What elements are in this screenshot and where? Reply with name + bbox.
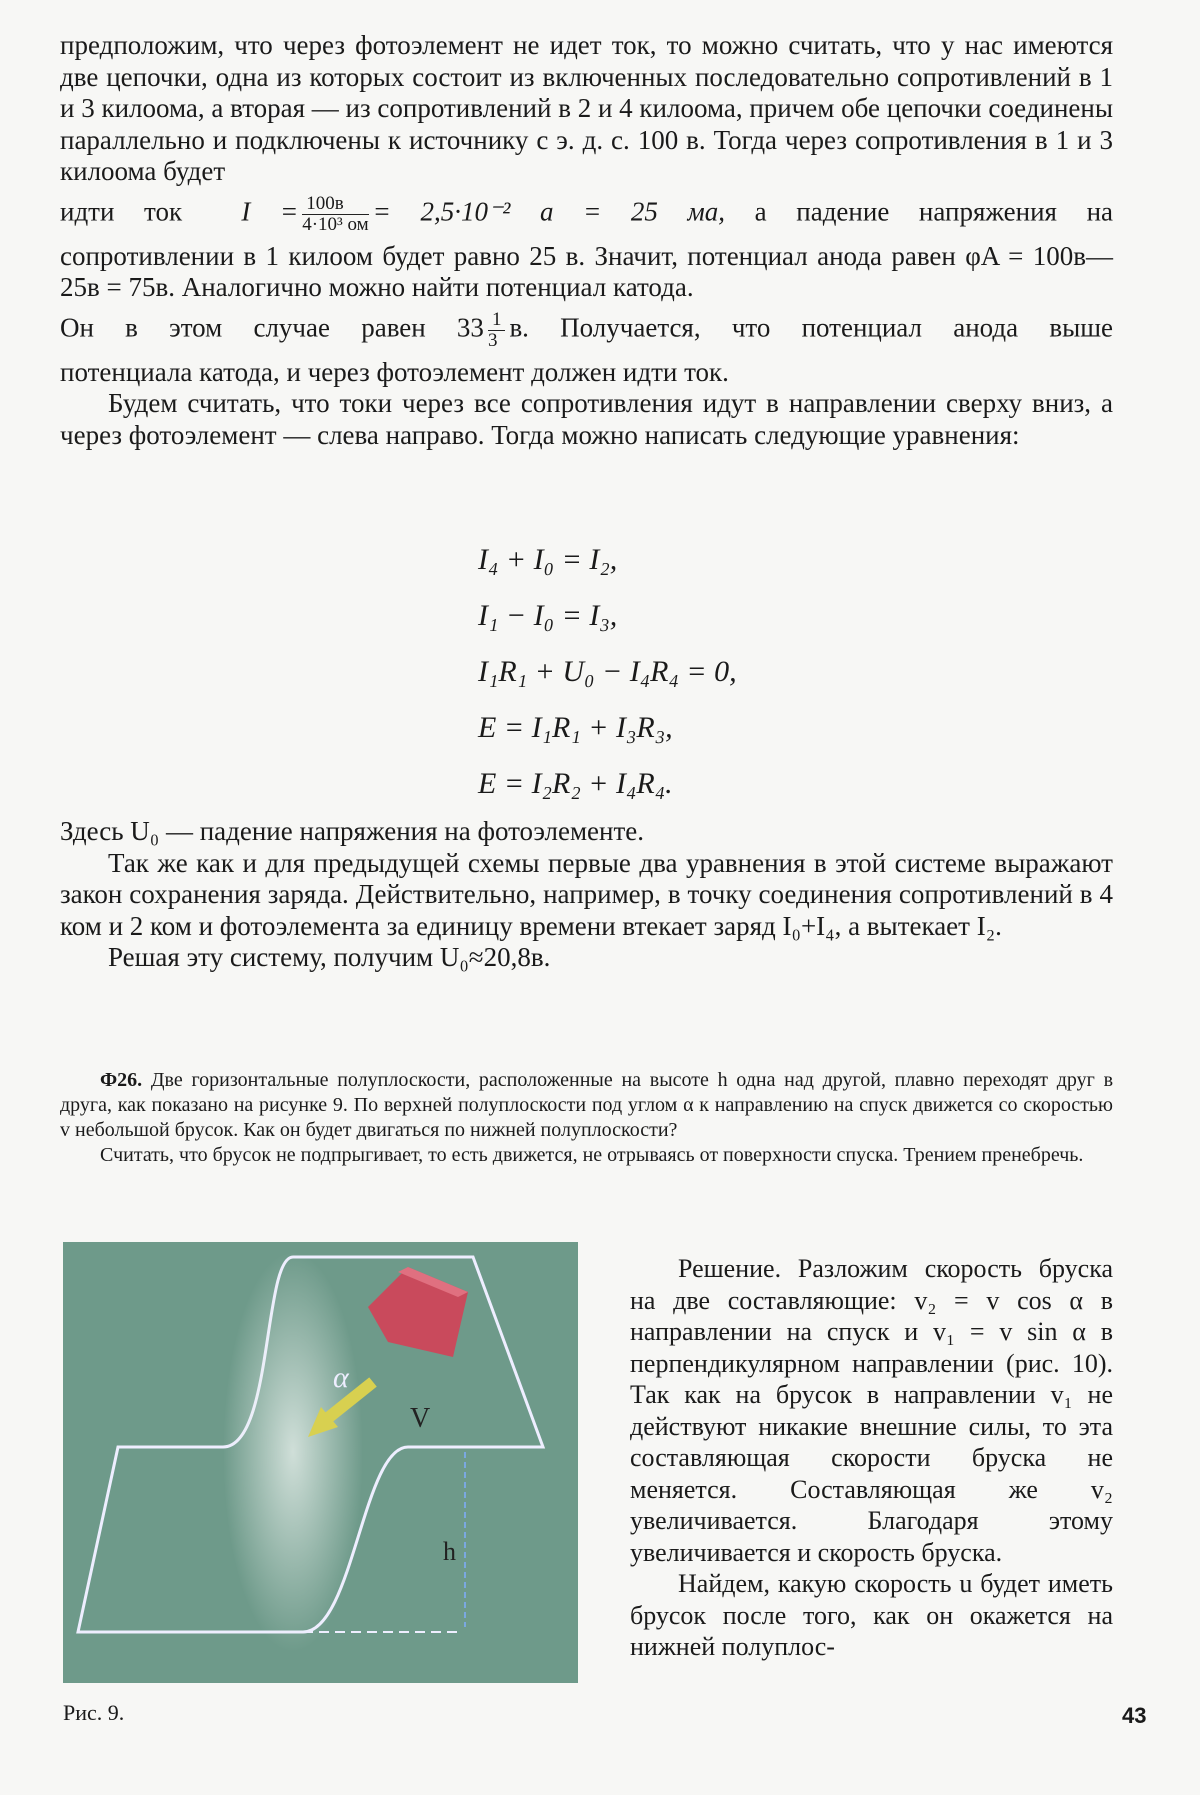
velocity-label: V [410,1403,431,1434]
equation: E = I₁R₁ + I₃R₃, [478,711,673,744]
text: Решение. Разложим скорость бруска на две составляющие: v₂ = v cos α в направлении на спуск и v₁ = v sin α в перпендикулярном направлении (рис. 10). Так как на брусок в направлении v₁ не действуют никакие внешние силы, то эта составляющая скорости бруска не меняется. Составляющая же v₂ увеличивается. Благодаря этому увеличивается и скорость бруска. [630,1254,1113,1567]
equation: I₄ + I₀ = I₂, [478,543,618,576]
problem-label: Ф26. [100,1069,143,1091]
text: Найдем, какую скорость u будет иметь брусок после того, как он окажется на нижней полуплос- [630,1569,1113,1661]
solution [630,1253,1113,1663]
figure-caption: Рис. 9. [63,1700,125,1725]
text: Решая эту систему, получим U₀≈20,8в. [108,942,551,972]
text: Так же как и для предыдущей схемы первые два уравнения в этой системе выражают закон сохранения заряда. Действительно, например, в точку соединения сопротивлений в 4 ком и 2 ком и фотоэлемента за единицу времени втекает заряд I₀+I₄, а вытекает I₂. [60,847,1113,941]
problem-statement [60,1068,1113,1168]
equation-system [478,532,737,812]
formula-line: идти ток I = $\frac{100в}{\text{4·10³ ом}}$ = 2,5·10⁻² а = 25 ма, а падение напряжения на [60,192,1114,235]
paragraph-3 [60,816,1113,974]
paragraph-2: Будем считать, что токи через все сопротивления идут в направлении сверху вниз, а через фотоэлемент — слева направо. Тогда можно написать следующие уравнения: [60,388,1113,450]
text: Считать, что брусок не подпрыгивает, то есть движется, не отрываясь от поверхности спуска. Трением пренебречь. [100,1144,1084,1166]
text: потенциала катода, и через фотоэлемент должен идти ток. [60,356,729,387]
fraction-line: Он в этом случае равен 33 $\frac{1}{3}$ в. Получается, что потенциал анода выше [60,308,1113,351]
equation: E = I₂R₂ + I₄R₄. [478,767,673,800]
text: сопротивлении в 1 килоом будет равно 25 в. Значит, потенциал анода равен φA = 100в—25в = 75в. Аналогично можно найти потенциал катода. [60,240,1113,302]
equation: I₁ − I₀ = I₃, [478,599,618,632]
paragraph-1 [60,30,1113,451]
alpha-label: α [333,1361,349,1394]
height-label: h [443,1537,456,1566]
text: предположим, что через фотоэлемент не идет ток, то можно считать, что у нас имеются две цепочки, одна из которых состоит из включенных последовательно сопротивлений в 1 и 3 килоома, а вторая — из сопротивлений в 2 и 4 килоома, причем обе цепочки соединены параллельно и подключены к источнику с э. д. с. 100 в. Тогда через сопротивления в 1 и 3 килоома будет [60,30,1113,186]
slope-illustration [63,1242,578,1683]
text: Две горизонтальные полуплоскости, расположенные на высоте h одна над другой, плавно переходят друг в друга, как показано на рисунке 9. По верхней полуплоскости под углом α к направлению на спуск движется со скоростью v небольшой брусок. Как он будет двигаться по нижней полуплоскости? [60,1069,1114,1141]
text: Здесь U₀ — падение напряжения на фотоэлементе. [60,816,644,846]
equation: I₁R₁ + U₀ − I₄R₄ = 0, [478,655,737,688]
page-number: 43 [1122,1703,1147,1728]
figure-9 [63,1242,578,1683]
